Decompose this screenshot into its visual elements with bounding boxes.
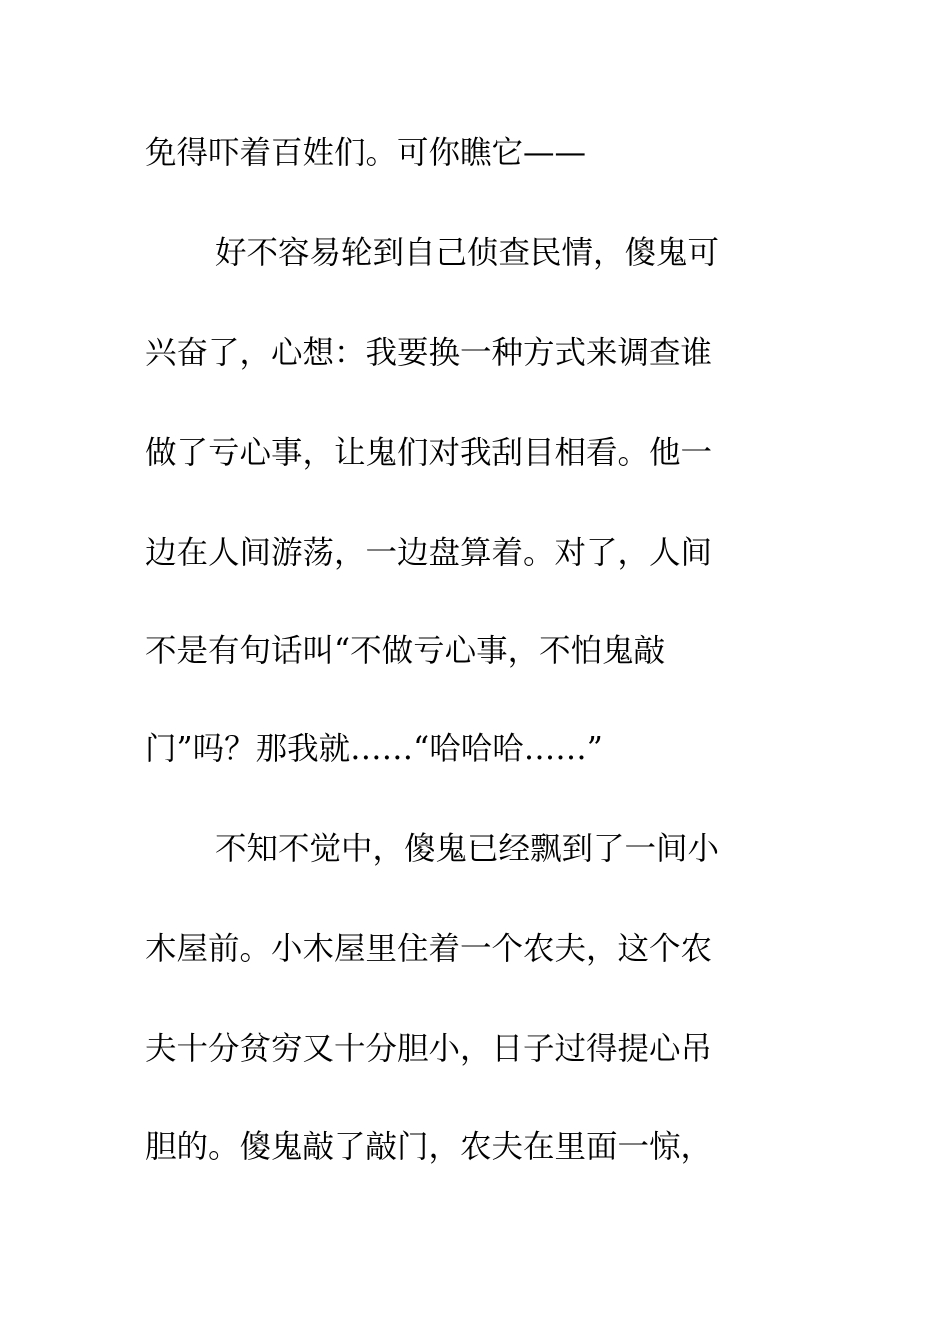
text-line: 做了亏心事，让鬼们对我刮目相看。他一 [145, 435, 713, 471]
paragraph-first-line: 好不容易轮到自己侦查民情，傻鬼可 [215, 235, 720, 271]
text-line: 不是有句话叫“不做亏心事，不怕鬼敲 [145, 633, 666, 669]
text-line: 胆的。傻鬼敲了敲门，农夫在里面一惊， [145, 1129, 713, 1165]
text-line: 兴奋了，心想：我要换一种方式来调查谁 [145, 335, 713, 371]
text-line: 夫十分贫穷又十分胆小，日子过得提心吊 [145, 1031, 713, 1067]
paragraph-first-line: 不知不觉中，傻鬼已经飘到了一间小 [215, 831, 720, 867]
text-line: 免得吓着百姓们。可你瞧它—— [145, 135, 587, 171]
text-line: 边在人间游荡，一边盘算着。对了，人间 [145, 535, 713, 571]
text-line: 木屋前。小木屋里住着一个农夫，这个农 [145, 931, 713, 967]
text-line: 门”吗？那我就……“哈哈哈……” [145, 731, 603, 767]
